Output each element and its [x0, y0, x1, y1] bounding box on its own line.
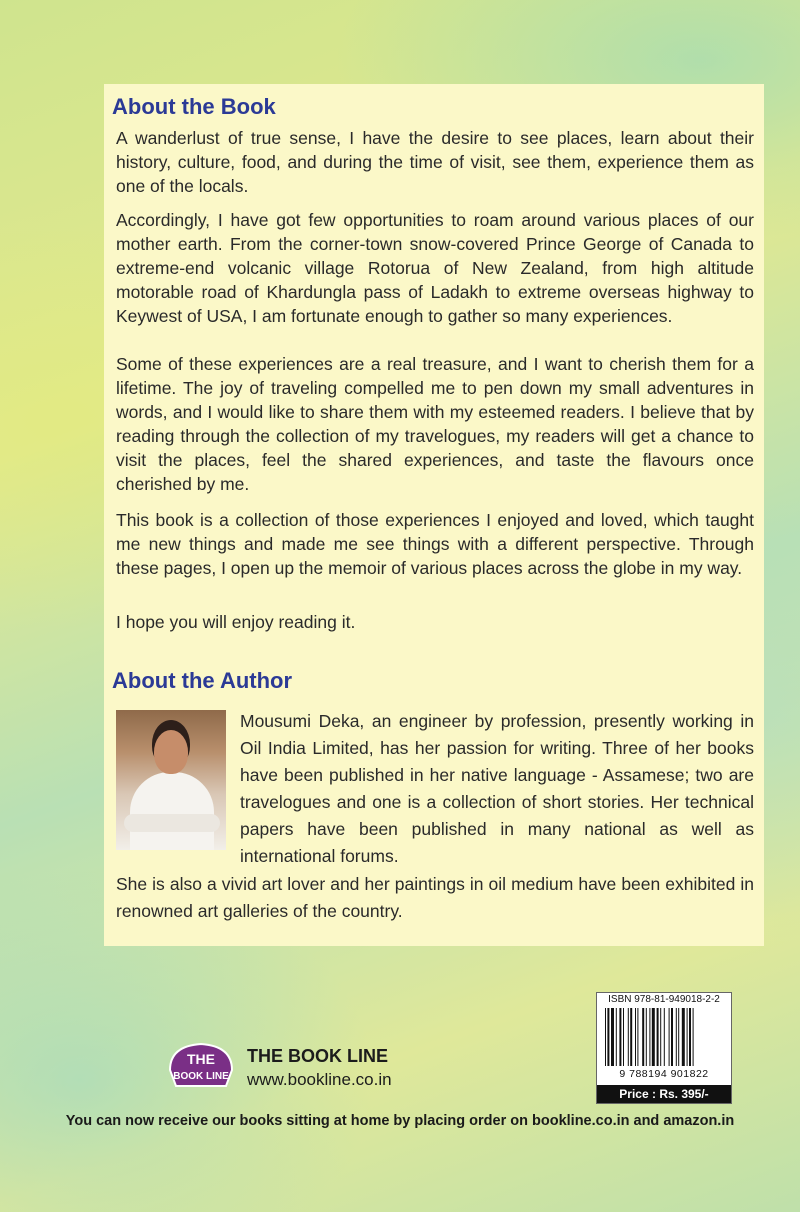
- book-line-logo: [164, 1040, 238, 1090]
- author-photo-body: [130, 772, 214, 850]
- about-book-paragraph-3: Some of these experiences are a real treasure, and I want to cherish them for a lifetime. The joy of traveling compelled me to pen down my small adventures in words, and I would like to share them with my esteemed readers. I believe that by reading through the collection of my travelogues, my readers will get a chance to visit the places, feel the shared experiences, and taste the flavours once cherished by me.: [116, 354, 754, 494]
- about-book-paragraph-5: I hope you will enjoy reading it.: [116, 612, 356, 632]
- logo-text-top: THE: [187, 1051, 215, 1067]
- barcode-digits: 9 788194 901822: [619, 1068, 709, 1080]
- publisher-name: THE BOOK LINE: [247, 1046, 389, 1066]
- about-author-heading: About the Author: [112, 668, 293, 693]
- author-bio: Mousumi Deka, an engineer by profession, presently working in Oil India Limited, has her passion for writing. Three of her books have been published in her native language - Assamese; two are travelogues and one is a collection of short stories. Her technical papers have been published in many national as well as international forums.: [240, 711, 754, 866]
- price-label: Price : Rs. 395/-: [597, 1085, 731, 1103]
- author-photo-arms: [124, 814, 220, 832]
- about-book-paragraph-2: Accordingly, I have got few opportunities to roam around various places of our mother earth. From the corner-town snow-covered Prince George of Canada to extreme-end volcanic village Rotorua of New Zealand, from high altitude motorable road of Khardungla pass of Ladakh to extreme overseas highway to Keywest of USA, I am fortunate enough to gather so many experiences.: [116, 210, 754, 326]
- author-photo-head: [154, 730, 188, 774]
- publisher-website[interactable]: www.bookline.co.in: [247, 1070, 392, 1089]
- about-book-paragraph-1: A wanderlust of true sense, I have the desire to see places, learn about their history, culture, food, and during the time of visit, see them, experience them as one of the locals.: [116, 128, 754, 196]
- isbn-number: ISBN 978-81-949018-2-2: [608, 994, 720, 1005]
- about-book-paragraph-4: This book is a collection of those experiences I enjoyed and loved, which taught me new things and made me see things with a different perspective. Through these pages, I open up the memoir of various places across the globe in my way.: [116, 510, 754, 578]
- author-bio-continued: She is also a vivid art lover and her paintings in oil medium have been exhibited in renowned art galleries of the country.: [116, 874, 754, 921]
- barcode-icon: [605, 1008, 725, 1066]
- author-photo: [116, 710, 226, 850]
- order-note: You can now receive our books sitting at home by placing order on bookline.co.in and amazon.in: [65, 1113, 735, 1129]
- about-book-heading: About the Book: [112, 94, 276, 119]
- content-panel: [104, 84, 764, 946]
- isbn-barcode-box: [596, 992, 732, 1104]
- logo-text-bottom: BOOK LINE: [173, 1071, 229, 1082]
